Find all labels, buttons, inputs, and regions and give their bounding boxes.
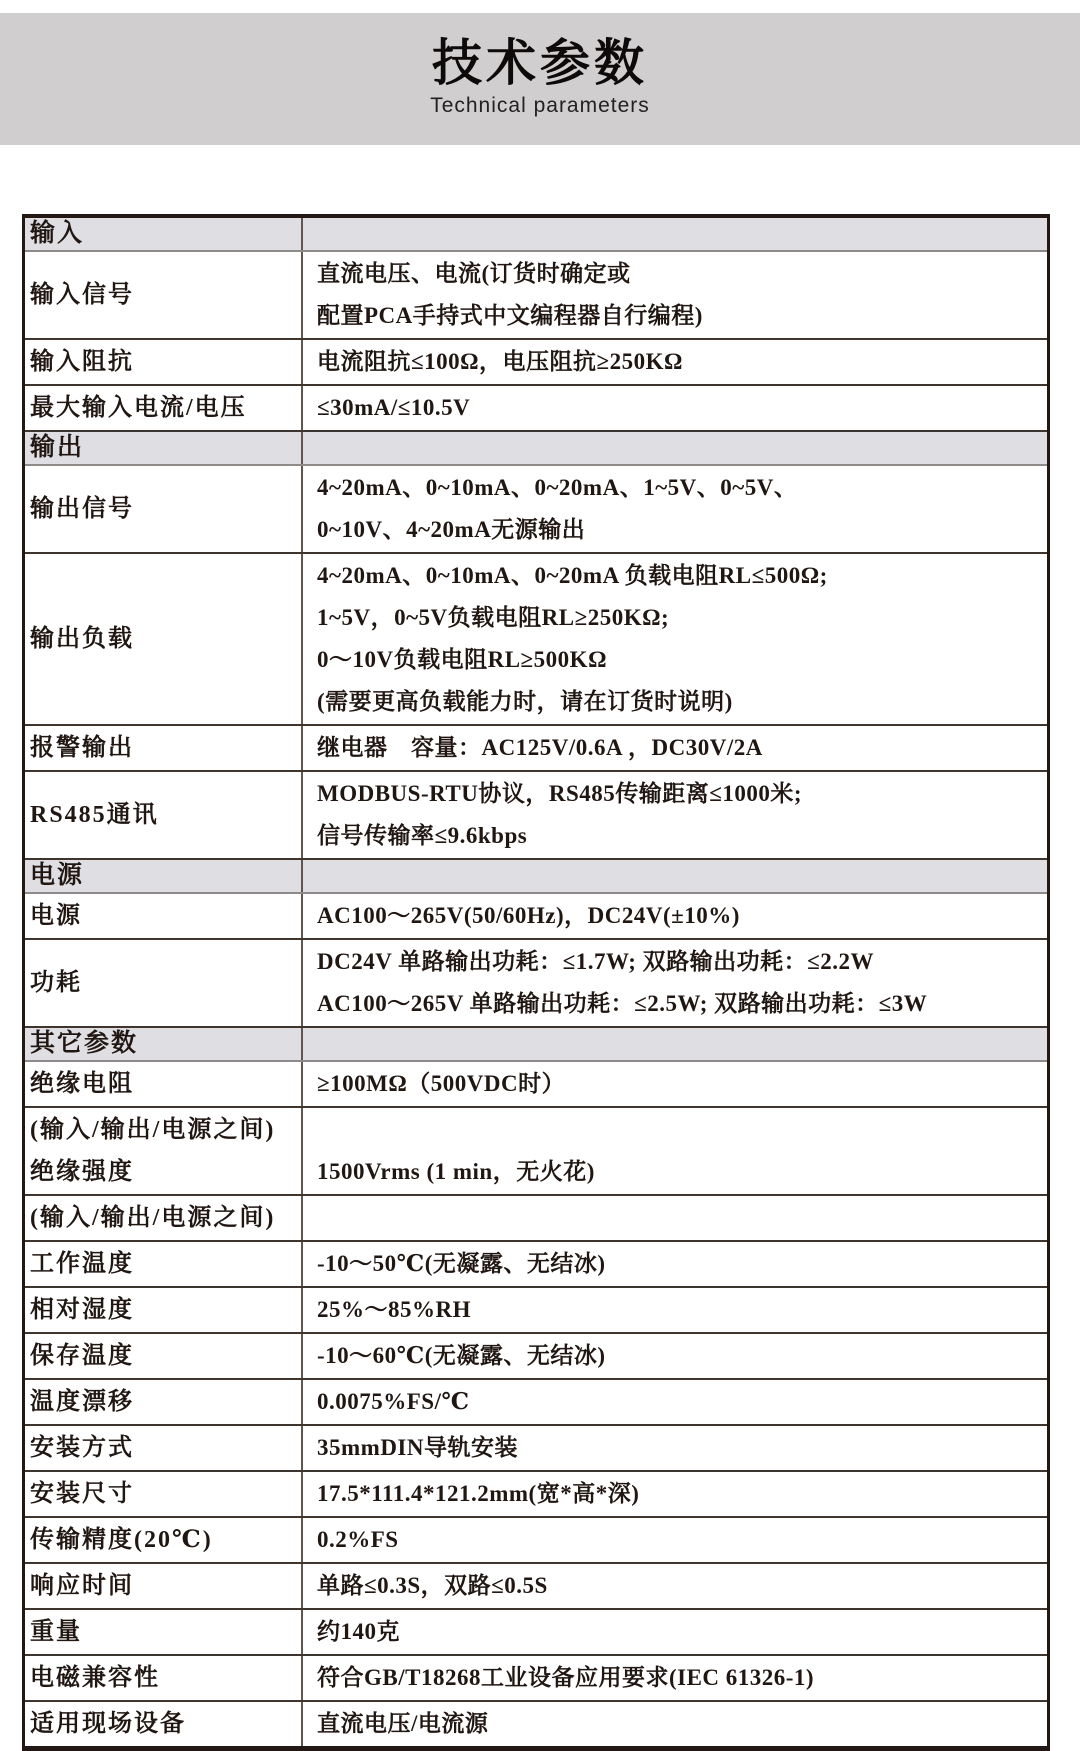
parameter-name-cell [25, 1610, 303, 1654]
parameter-value-cell [303, 1028, 1047, 1060]
parameter-name-line: 绝缘电阻 [30, 1071, 134, 1097]
parameter-value-line: 1500Vrms (1 min，无火花) [317, 1159, 595, 1184]
section-title-cell [25, 1028, 303, 1060]
section-row [25, 432, 1047, 466]
parameter-value-line: MODBUS-RTU协议，RS485传输距离≤1000米; [317, 781, 803, 806]
parameter-value-cell [303, 432, 1047, 464]
parameter-name-line: 输入阻抗 [30, 349, 134, 375]
parameter-value-line: ≤30mA/≤10.5V [317, 395, 471, 420]
parameter-value-line: AC100～265V 单路输出功耗：≤2.5W; 双路输出功耗：≤3W [317, 991, 928, 1016]
parameter-value-cell [303, 894, 1047, 938]
parameter-name-line: 绝缘强度 [30, 1159, 134, 1185]
parameter-name-cell [25, 252, 303, 338]
spec-row [25, 1196, 1047, 1242]
page-subtitle: Technical parameters [430, 94, 650, 117]
section-title: 其它参数 [30, 1030, 139, 1057]
parameter-value-line: 25%～85%RH [317, 1297, 471, 1322]
spec-row [25, 1518, 1047, 1564]
parameter-value-line: ≥100MΩ（500VDC时） [317, 1071, 566, 1096]
parameter-value-cell [303, 1518, 1047, 1562]
parameter-name-cell [25, 1062, 303, 1106]
parameter-value-cell [303, 1380, 1047, 1424]
spec-row [25, 386, 1047, 432]
parameter-name-line: 输出负载 [30, 626, 134, 652]
parameter-value-cell [303, 1062, 1047, 1106]
section-row [25, 860, 1047, 894]
spec-row [25, 340, 1047, 386]
parameter-value-cell [303, 218, 1047, 250]
spec-row [25, 554, 1047, 726]
parameter-name-cell [25, 1518, 303, 1562]
parameter-value-cell [303, 340, 1047, 384]
spec-row [25, 1564, 1047, 1610]
technical-parameters-table [22, 214, 1050, 1751]
parameter-value-line: 0.2%FS [317, 1527, 399, 1552]
parameter-name-cell [25, 1196, 303, 1240]
parameter-name-line: 安装方式 [30, 1435, 134, 1461]
parameter-name-cell [25, 1656, 303, 1700]
parameter-value-cell [303, 1610, 1047, 1654]
parameter-name-cell [25, 1472, 303, 1516]
parameter-value-line: 配置PCA手持式中文编程器自行编程) [317, 303, 703, 328]
parameter-value-line: 0.0075%FS/℃ [317, 1389, 470, 1414]
parameter-name-line: 电磁兼容性 [30, 1665, 160, 1691]
spec-row [25, 1702, 1047, 1746]
spec-row [25, 1656, 1047, 1702]
parameter-name-cell [25, 1242, 303, 1286]
parameter-name-cell [25, 772, 303, 858]
parameter-name-cell [25, 1702, 303, 1746]
parameter-value-line: 1~5V，0~5V负载电阻RL≥250KΩ; [317, 605, 670, 630]
spec-row [25, 894, 1047, 940]
spec-row [25, 1288, 1047, 1334]
section-title: 电源 [30, 862, 85, 889]
parameter-name-cell [25, 466, 303, 552]
parameter-value-line: 约140克 [317, 1619, 400, 1644]
spec-row [25, 1242, 1047, 1288]
parameter-name-line: 输出信号 [30, 496, 134, 522]
parameter-name-cell [25, 340, 303, 384]
parameter-value-cell [303, 1656, 1047, 1700]
parameter-name-cell [25, 726, 303, 770]
parameter-name-cell [25, 1334, 303, 1378]
parameter-name-cell [25, 1426, 303, 1470]
spec-row [25, 940, 1047, 1028]
section-title-cell [25, 432, 303, 464]
parameter-name-line: 保存温度 [30, 1343, 134, 1369]
parameter-value-line: 继电器 容量：AC125V/0.6A ，DC30V/2A [317, 735, 763, 760]
parameter-value-cell [303, 554, 1047, 724]
spec-row [25, 1610, 1047, 1656]
parameter-name-cell [25, 386, 303, 430]
parameter-name-line: 功耗 [30, 970, 82, 996]
parameter-value-line: 信号传输率≤9.6kbps [317, 823, 528, 848]
parameter-value-cell [303, 1196, 1047, 1240]
parameter-value-line: -10～50℃(无凝露、无结冰) [317, 1251, 606, 1276]
parameter-value-line: 直流电压/电流源 [317, 1711, 489, 1736]
parameter-name-line: 输入信号 [30, 282, 134, 308]
spec-row [25, 466, 1047, 554]
parameter-value-cell [303, 1702, 1047, 1746]
page-title: 技术参数 [432, 35, 648, 91]
parameter-value-line: 4~20mA、0~10mA、0~20mA 负载电阻RL≤500Ω; [317, 563, 828, 588]
parameter-name-line: 响应时间 [30, 1573, 134, 1599]
parameter-name-line: 电源 [30, 903, 82, 929]
parameter-name-cell [25, 1380, 303, 1424]
section-row [25, 1028, 1047, 1062]
parameter-name-line: 工作温度 [30, 1251, 134, 1277]
parameter-value-line: 35mmDIN导轨安装 [317, 1435, 518, 1460]
section-title: 输出 [30, 434, 85, 461]
parameter-value-line: 4~20mA、0~10mA、0~20mA、1~5V、0~5V、 [317, 475, 798, 500]
parameter-value-line: 17.5*111.4*121.2mm(宽*高*深) [317, 1481, 640, 1506]
parameter-name-line: (输入/输出/电源之间) [30, 1117, 276, 1143]
parameter-value-cell [303, 940, 1047, 1026]
spec-row [25, 726, 1047, 772]
spec-row [25, 1426, 1047, 1472]
parameter-value-line: -10～60℃(无凝露、无结冰) [317, 1343, 606, 1368]
section-title-cell [25, 218, 303, 250]
parameter-name-cell [25, 554, 303, 724]
spec-row [25, 772, 1047, 860]
page-header [0, 13, 1080, 145]
parameter-name-line: 相对湿度 [30, 1297, 134, 1323]
spec-row [25, 1108, 1047, 1196]
parameter-name-cell [25, 1564, 303, 1608]
parameter-name-cell [25, 1108, 303, 1194]
parameter-value-cell [303, 860, 1047, 892]
parameter-name-line: 传输精度(20℃) [30, 1527, 213, 1553]
spec-row [25, 1334, 1047, 1380]
parameter-value-line: 符合GB/T18268工业设备应用要求(IEC 61326-1) [317, 1665, 815, 1690]
parameter-name-line: 报警输出 [30, 735, 134, 761]
parameter-value-cell [303, 386, 1047, 430]
spec-row [25, 1062, 1047, 1108]
parameter-value-cell [303, 1288, 1047, 1332]
parameter-value-line: 直流电压、电流(订货时确定或 [317, 261, 631, 286]
parameter-value-cell [303, 1242, 1047, 1286]
parameter-value-cell [303, 1334, 1047, 1378]
parameter-value-line: 0~10V、4~20mA无源输出 [317, 517, 586, 542]
parameter-value-line: DC24V 单路输出功耗：≤1.7W; 双路输出功耗：≤2.2W [317, 949, 875, 974]
section-title-cell [25, 860, 303, 892]
parameter-name-cell [25, 940, 303, 1026]
parameter-name-line: 适用现场设备 [30, 1711, 186, 1737]
parameter-name-line: 重量 [30, 1619, 82, 1645]
spec-row [25, 252, 1047, 340]
parameter-name-line: 安装尺寸 [30, 1481, 134, 1507]
parameter-value-cell [303, 1108, 1047, 1194]
parameter-value-line: 电流阻抗≤100Ω，电压阻抗≥250KΩ [317, 349, 683, 374]
parameter-value-cell [303, 466, 1047, 552]
parameter-value-cell [303, 252, 1047, 338]
parameter-name-cell [25, 1288, 303, 1332]
parameter-name-cell [25, 894, 303, 938]
parameter-name-line: 最大输入电流/电压 [30, 395, 247, 421]
parameter-value-line: AC100～265V(50/60Hz)，DC24V(±10%) [317, 903, 740, 928]
parameter-value-line: 单路≤0.3S，双路≤0.5S [317, 1573, 548, 1598]
parameter-name-line: 温度漂移 [30, 1389, 134, 1415]
parameter-value-line: (需要更高负载能力时，请在订货时说明) [317, 689, 733, 714]
section-title: 输入 [30, 220, 85, 247]
spec-row [25, 1380, 1047, 1426]
parameter-value-cell [303, 1426, 1047, 1470]
parameter-value-cell [303, 1472, 1047, 1516]
parameter-value-line: 0～10V负载电阻RL≥500KΩ [317, 647, 607, 672]
parameter-value-cell [303, 726, 1047, 770]
parameter-name-line: RS485通讯 [30, 802, 159, 828]
section-row [25, 218, 1047, 252]
parameter-value-cell [303, 772, 1047, 858]
spec-row [25, 1472, 1047, 1518]
parameter-name-line: (输入/输出/电源之间) [30, 1205, 276, 1231]
parameter-value-cell [303, 1564, 1047, 1608]
